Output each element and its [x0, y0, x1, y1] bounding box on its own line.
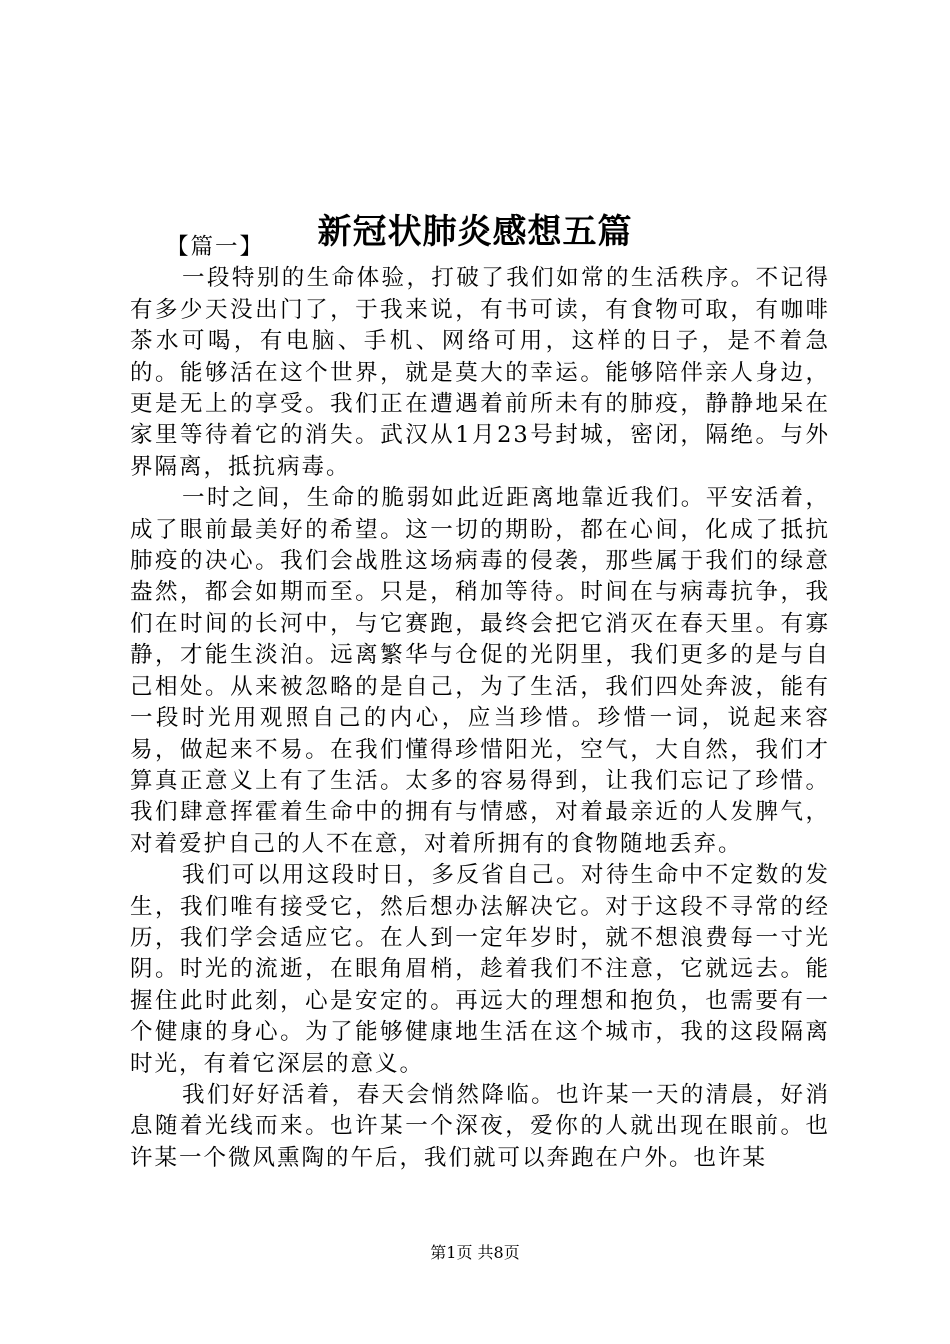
page-number-footer: 第1页 共8页 — [430, 1243, 520, 1262]
document-title: 新冠状肺炎感想五篇 — [317, 211, 633, 252]
section-label: 【篇一】 — [166, 234, 265, 260]
paragraph-4: 我们好好活着，春天会悄然降临。也许某一天的清晨，好消息随着光线而来。也许某一个深夜，爱你的人就出现在眼前。也许某一个微风熏陶的午后，我们就可以奔跑在户外。也许某 — [130, 1081, 830, 1171]
paragraph-1: 一段特别的生命体验，打破了我们如常的生活秩序。不记得有多少天没出门了，于我来说，有书可读，有食物可取，有咖啡茶水可喝，有电脑、手机、网络可用，这样的日子，是不着急的。能够活在这个世界，就是莫大的幸运。能够陪伴亲人身边，更是无上的享受。我们正在遭遇着前所未有的肺疫，静静地呆在家里等待着它的消失。武汉从1月23号封城，密闭，隔绝。与外界隔离，抵抗病毒。 — [130, 265, 830, 480]
paragraph-2: 一时之间，生命的脆弱如此近距离地靠近我们。平安活着，成了眼前最美好的希望。这一切的期盼，都在心间，化成了抵抗肺疫的决心。我们会战胜这场病毒的侵袭，那些属于我们的绿意盎然，都会如期而至。只是，稍加等待。时间在与病毒抗争，我们在时间的长河中，与它赛跑，最终会把它消灭在春天里。有寡静，才能生淡泊。远离繁华与仓促的光阴里，我们更多的是与自己相处。从来被忽略的是自己，为了生活，我们四处奔波，能有一段时光用观照自己的内心，应当珍惜。珍惜一词，说起来容易，做起来不易。在我们懂得珍惜阳光，空气，大自然，我们才算真正意义上有了生活。太多的容易得到，让我们忘记了珍惜。我们肆意挥霍着生命中的拥有与情感，对着最亲近的人发脾气，对着爱护自己的人不在意，对着所拥有的食物随地丢弃。 — [130, 485, 830, 857]
paragraph-3: 我们可以用这段时日，多反省自己。对待生命中不定数的发生，我们唯有接受它，然后想办法解决它。对于这段不寻常的经历，我们学会适应它。在人到一定年岁时，就不想浪费每一寸光阴。时光的流逝，在眼角眉梢，趁着我们不注意，它就远去。能握住此时此刻，心是安定的。再远大的理想和抱负，也需要有一个健康的身心。为了能够健康地生活在这个城市，我的这段隔离时光，有着它深层的意义。 — [130, 862, 830, 1077]
document-body — [130, 232, 830, 1174]
